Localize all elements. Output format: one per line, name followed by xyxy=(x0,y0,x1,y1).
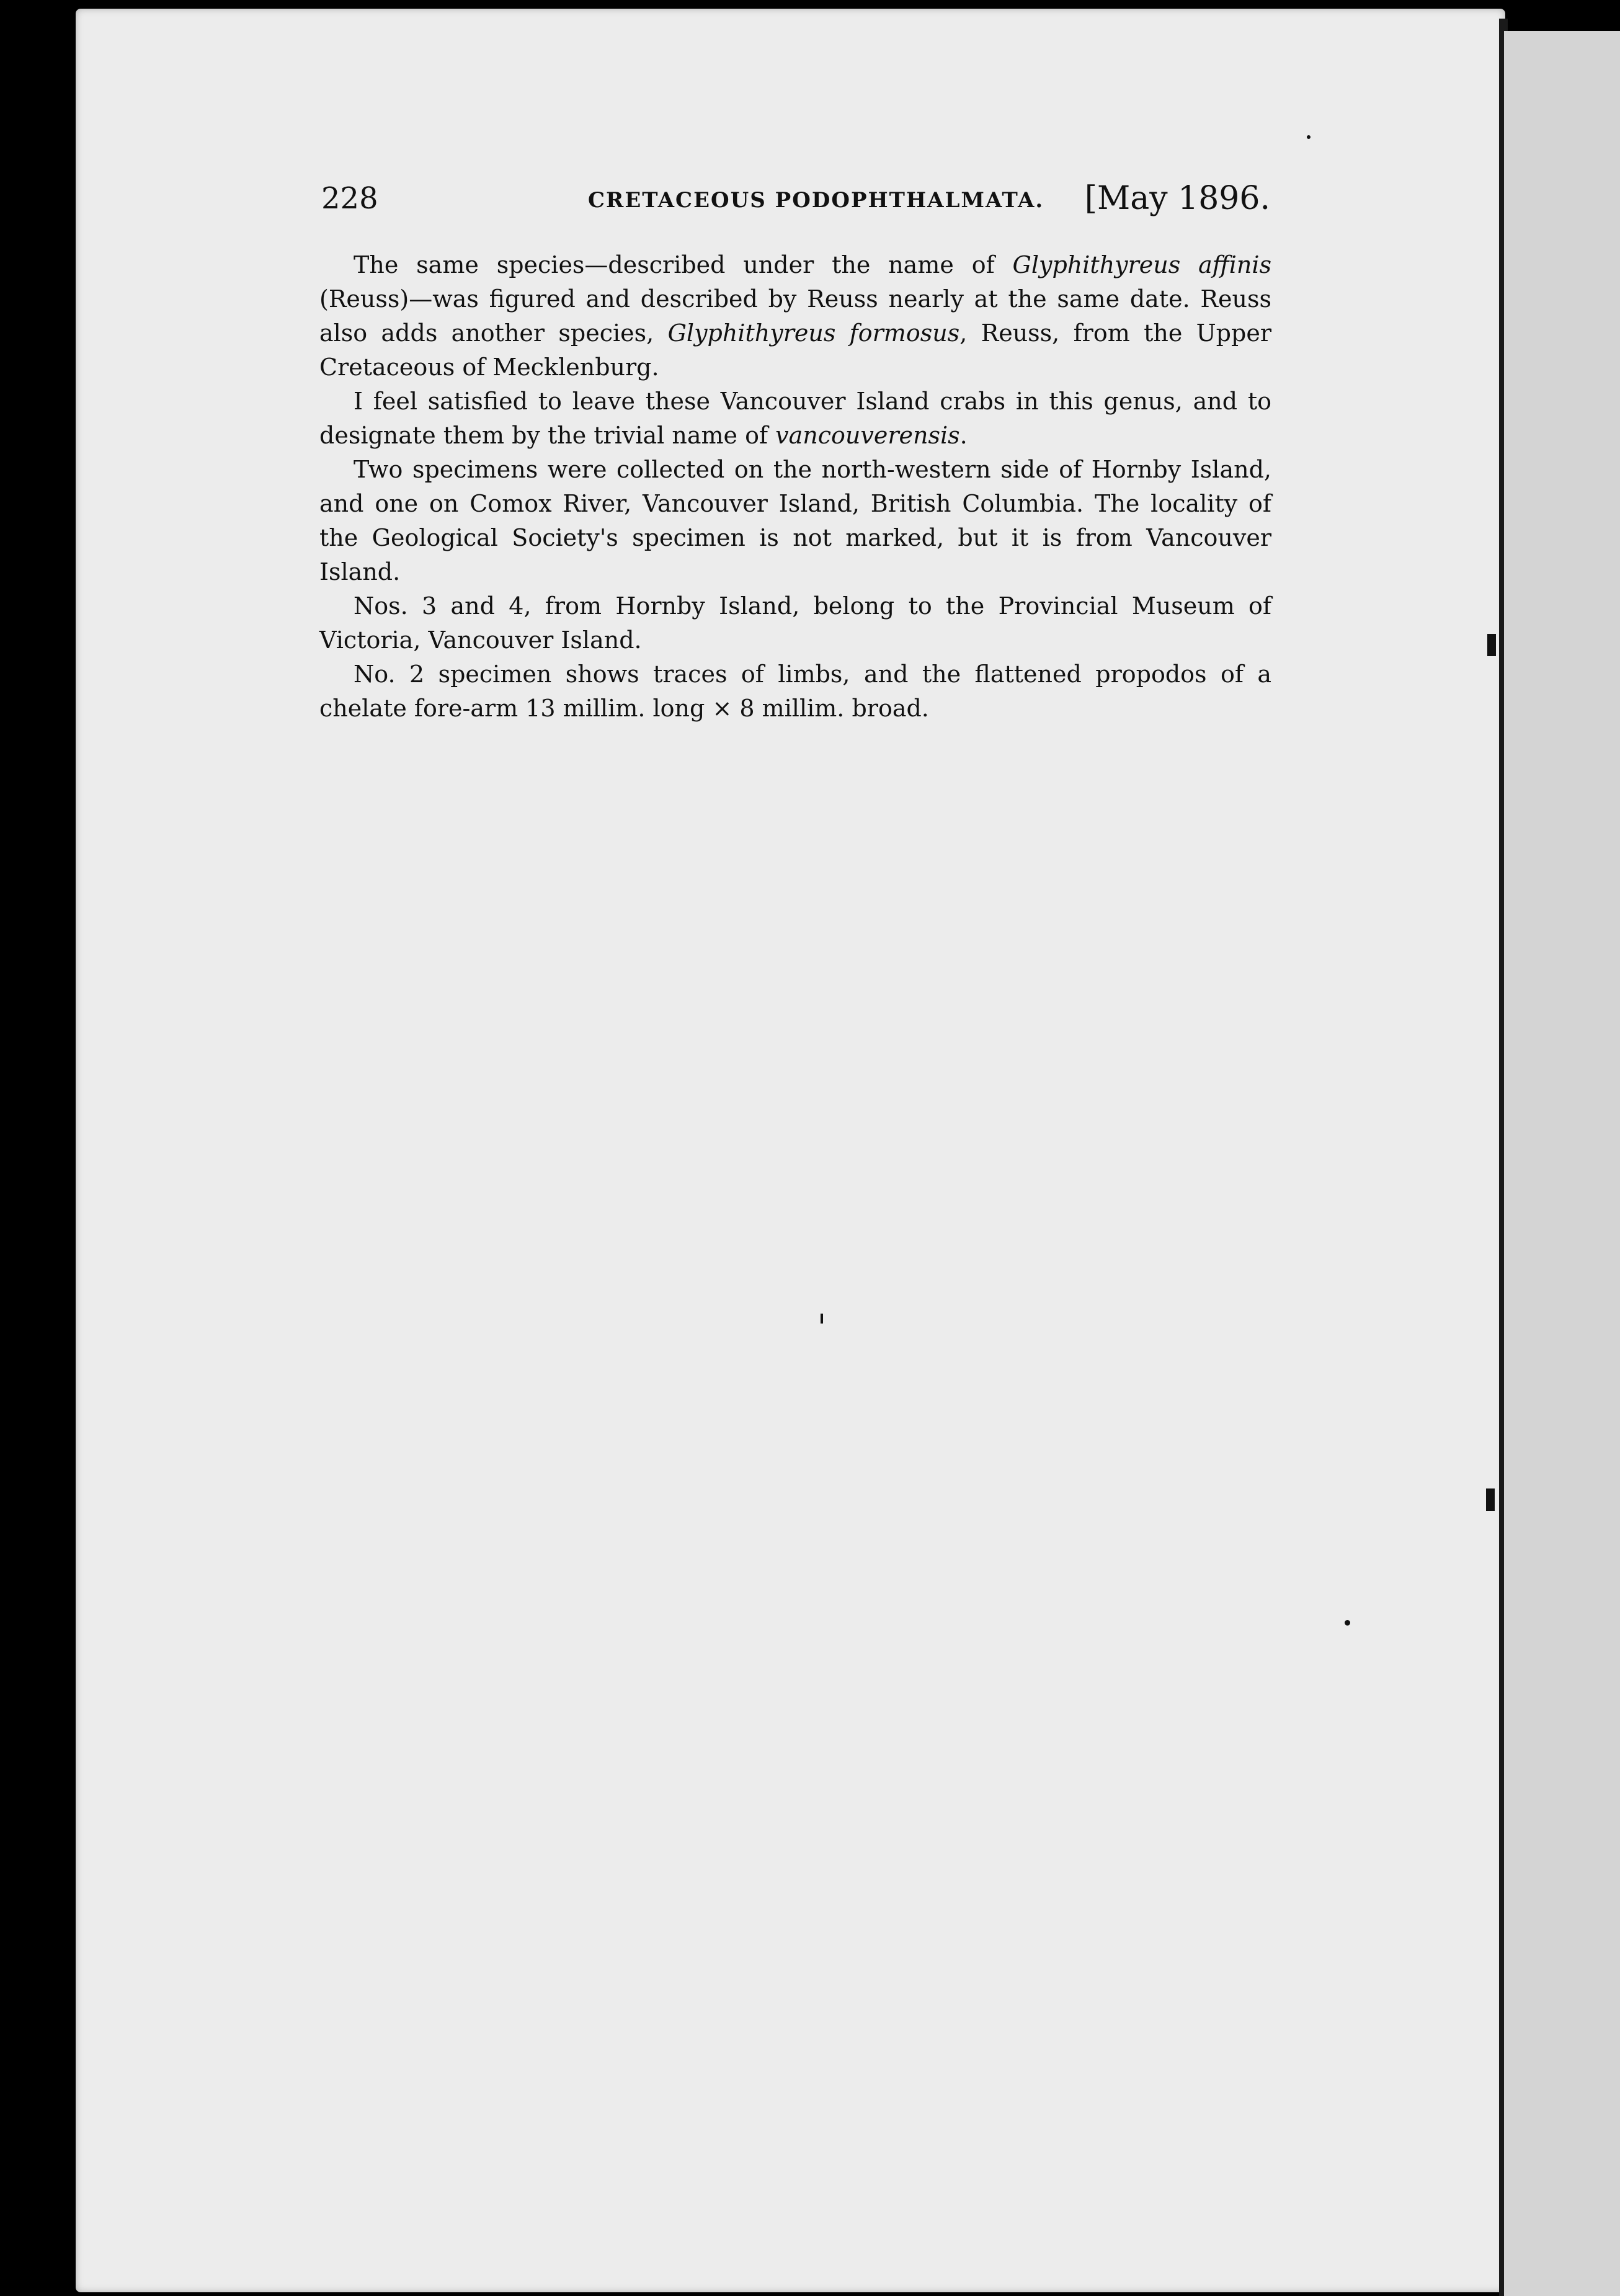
italic-text: Glyphithyreus formosus xyxy=(667,319,960,347)
running-header xyxy=(321,177,1270,226)
paragraph xyxy=(319,385,1271,453)
page-edge-notch xyxy=(1487,634,1496,656)
header-date: [May 1896. xyxy=(1084,180,1270,217)
paragraph xyxy=(319,453,1271,589)
adjacent-page-strip xyxy=(1504,31,1620,2296)
paragraph xyxy=(319,589,1271,657)
text-run: I feel satisfied to leave these Vancouver Island crabs in this genus, and to designate them by the trivial name of xyxy=(319,388,1271,449)
text-run: Nos. 3 and 4, from Hornby Island, belong to the Provincial Museum of Victoria, Vancouver Island. xyxy=(319,592,1271,654)
paragraph xyxy=(319,657,1271,726)
scan-speck xyxy=(821,1314,823,1324)
italic-text: Glyphithyreus affinis xyxy=(1012,251,1271,278)
text-run: (Reuss)—was figured and described by Reuss nearly at the same date. Reuss also adds another species, xyxy=(319,285,1271,347)
scan-speck xyxy=(1345,1620,1350,1626)
text-run: The same species—described under the name of xyxy=(354,251,1013,278)
italic-text: vancouverensis xyxy=(775,422,960,449)
scan-speck xyxy=(1307,135,1311,139)
text-run: . xyxy=(959,422,968,449)
body-text xyxy=(319,248,1271,726)
text-run: Two specimens were collected on the north-western side of Hornby Island, and one on Comox River, Vancouver Island, British Columbia. The locality of the Geological Society's specimen is not marked, but it is from Vancouver Island. xyxy=(319,456,1271,585)
text-run: , Reuss, from the Upper Cretaceous of Mecklenburg. xyxy=(319,319,1271,381)
page-number: 228 xyxy=(321,181,378,216)
running-title: CRETACEOUS PODOPHTHALMATA. xyxy=(588,188,1044,213)
text-run: No. 2 specimen shows traces of limbs, and the flattened propodos of a chelate fore-arm 13 millim. long × 8 millim. broad. xyxy=(319,661,1271,722)
page-edge-notch xyxy=(1486,1488,1495,1511)
paragraph xyxy=(319,248,1271,385)
